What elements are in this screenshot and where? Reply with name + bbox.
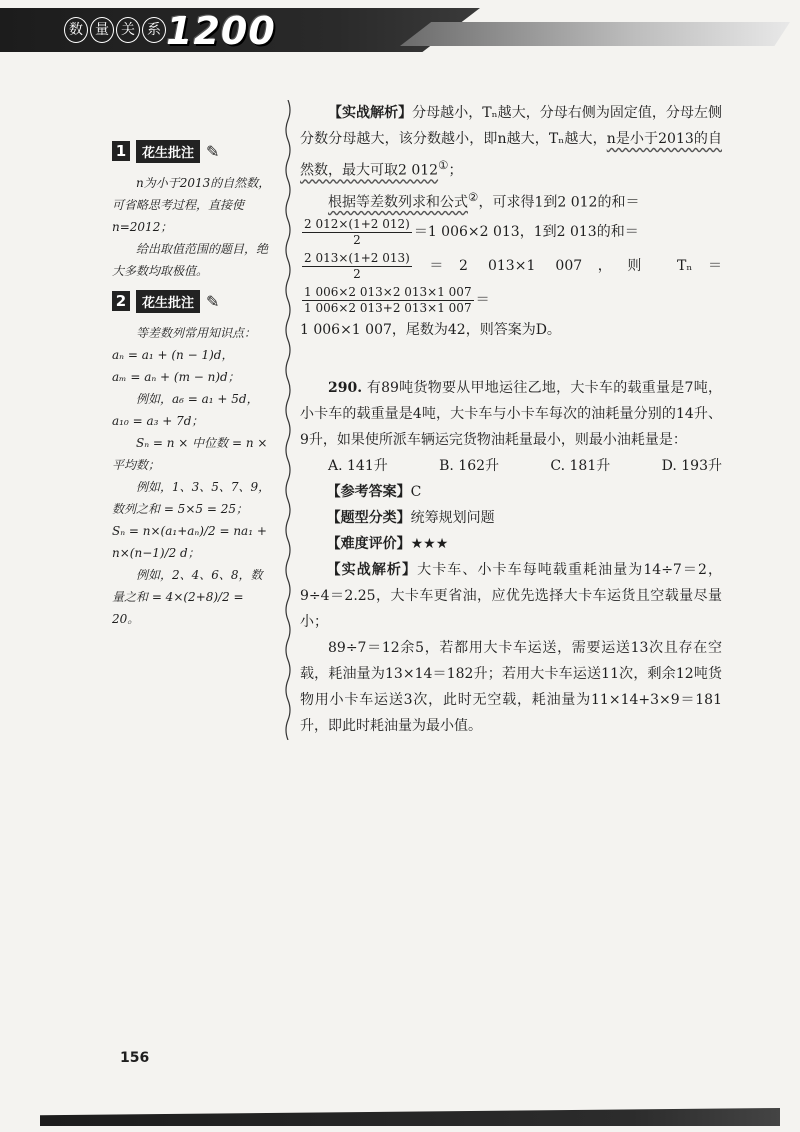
- analysis-label: 【实战解析】: [328, 105, 413, 121]
- category-label: 【题型分类】: [326, 510, 411, 527]
- fraction-denominator: 1 006×2 013+2 013×1 007: [304, 300, 472, 315]
- prev-analysis-text: ＝1 006×2 013，1到2 013的和＝: [413, 224, 639, 241]
- header-badge: 关: [116, 17, 140, 43]
- answer-value: C: [410, 484, 422, 501]
- note-2-line: aₙ = a₁ + (n − 1)d，: [112, 348, 234, 362]
- note-1-line: 给出取值范围的题目，绝大多数均取极值。: [112, 242, 269, 278]
- prev-analysis: [300, 100, 722, 184]
- note-2-number: 2: [112, 291, 130, 311]
- analysis-row: [300, 557, 722, 635]
- footnote-mark: ②: [468, 189, 479, 204]
- option-b: B. 162升: [439, 458, 500, 475]
- answer-label: 【参考答案】: [326, 484, 411, 501]
- fraction-denominator: 2: [353, 232, 361, 247]
- note-1-label: 花生批注: [136, 140, 200, 163]
- prev-analysis-text: ＝: [475, 292, 490, 309]
- prev-formula-2: [300, 249, 722, 317]
- prev-analysis-text: ，可求得1到2 012的和＝: [478, 194, 640, 211]
- analysis-text: 大卡车、小卡车每吨载重耗油量为14÷7＝2，9÷4＝2.25，大卡车更省油，应优先选择大卡车运货且空载量尽量小；: [300, 562, 723, 631]
- prev-analysis-underlined: n是小于2013的自然数，最大可取2 012: [300, 131, 722, 179]
- note-2-line: Sₙ = n×(a₁+aₙ)/2 = na₁ + n×(n−1)/2 d；: [112, 524, 267, 560]
- note-2-title: [112, 290, 272, 312]
- prev-formula-1: [300, 215, 722, 249]
- header-stripe: [400, 22, 790, 46]
- prev-analysis-end: 1 006×1 007，尾数为42，则答案为D。: [300, 322, 561, 339]
- note-1-line: n为小于2013的自然数，可省略思考过程，直接使n=2012；: [112, 176, 271, 234]
- peanut-icon: ✎: [206, 291, 220, 311]
- prev-analysis-text: 分母越小，Tₙ越大，分母右侧为固定值，分母左侧分数分母越大，该分数越小，即n越大，Tₙ越大，: [300, 105, 722, 147]
- fraction: [302, 217, 412, 248]
- header-badge: 系: [142, 17, 166, 43]
- note-2-line: aₘ = aₙ + (m − n)d；: [112, 370, 240, 384]
- category-value: 统筹规划问题: [410, 510, 495, 527]
- footnote-mark: ①: [438, 158, 449, 172]
- header-badge: 数: [64, 17, 88, 43]
- fraction-denominator: 2: [353, 266, 361, 281]
- prev-analysis-underlined: 根据等差数列求和公式: [328, 194, 468, 211]
- difficulty-label: 【难度评价】: [326, 536, 411, 553]
- question-290: [300, 375, 722, 739]
- prev-analysis-text: ；: [448, 162, 463, 179]
- analysis-label: 【实战解析】: [326, 562, 418, 579]
- prev-analysis-sum: [300, 184, 722, 216]
- fraction-numerator: 2 012×(1+2 012): [304, 216, 410, 231]
- question-number: 290.: [328, 380, 363, 397]
- analysis-continued: 89÷7＝12余5，若都用大卡车运送，需要运送13次且存在空载，耗油量为13×14＝182升；若用大卡车运送11次，剩余12吨货物用小卡车运送3次，此时无空载，耗油量为11×14+3×9＝181升，即此时耗油量为最小值。: [300, 640, 722, 735]
- note-2-line: 例如，a₆ = a₁ + 5d，a₁₀ = a₃ + 7d；: [112, 392, 259, 428]
- note-1-number: 1: [112, 141, 130, 161]
- page-number: 156: [120, 1050, 150, 1066]
- difficulty-row: [300, 531, 722, 557]
- column-divider: [283, 100, 293, 740]
- fraction-numerator: 2 013×(1+2 013): [304, 250, 410, 265]
- sidebar-notes: [112, 140, 272, 630]
- difficulty-stars: ★★★: [410, 536, 449, 553]
- main-content: [300, 100, 722, 739]
- option-a: A. 141升: [328, 458, 388, 475]
- header-number: 1200: [166, 9, 276, 53]
- question-body: 有89吨货物要从甲地运往乙地，大卡车的载重量是7吨，小卡车的载重量是4吨，大卡车与小卡车每次的油耗量分别的14升、9升，如果使所派车辆运完货物油耗量最小，则最小油耗量是：: [300, 380, 722, 449]
- note-2-line: 例如，1、3、5、7、9，数列之和 = 5×5 = 25；: [112, 480, 271, 516]
- note-2-label: 花生批注: [136, 290, 200, 313]
- category-row: [300, 505, 722, 531]
- header-badge: 量: [90, 17, 114, 43]
- fraction: [302, 285, 474, 316]
- header-title-badges: [64, 17, 166, 43]
- peanut-icon: ✎: [206, 141, 220, 161]
- prev-analysis-text: ＝2 013×1 007，则 Tₙ＝: [413, 258, 722, 275]
- note-2-line: Sₙ = n × 中位数 = n × 平均数；: [112, 436, 268, 472]
- option-d: D. 193升: [661, 458, 722, 475]
- note-2-line: 例如，2、4、6、8，数量之和 = 4×(2+8)/2 = 20。: [112, 568, 263, 626]
- option-c: C. 181升: [550, 458, 611, 475]
- note-2-line: 等差数列常用知识点：: [136, 326, 257, 340]
- fraction-numerator: 1 006×2 013×2 013×1 007: [304, 284, 472, 299]
- question-text: [300, 375, 722, 453]
- note-1-title: [112, 140, 272, 162]
- footer-banner: [40, 1108, 780, 1126]
- answer-options: [300, 453, 722, 479]
- answer-row: [300, 479, 722, 505]
- fraction: [302, 251, 412, 282]
